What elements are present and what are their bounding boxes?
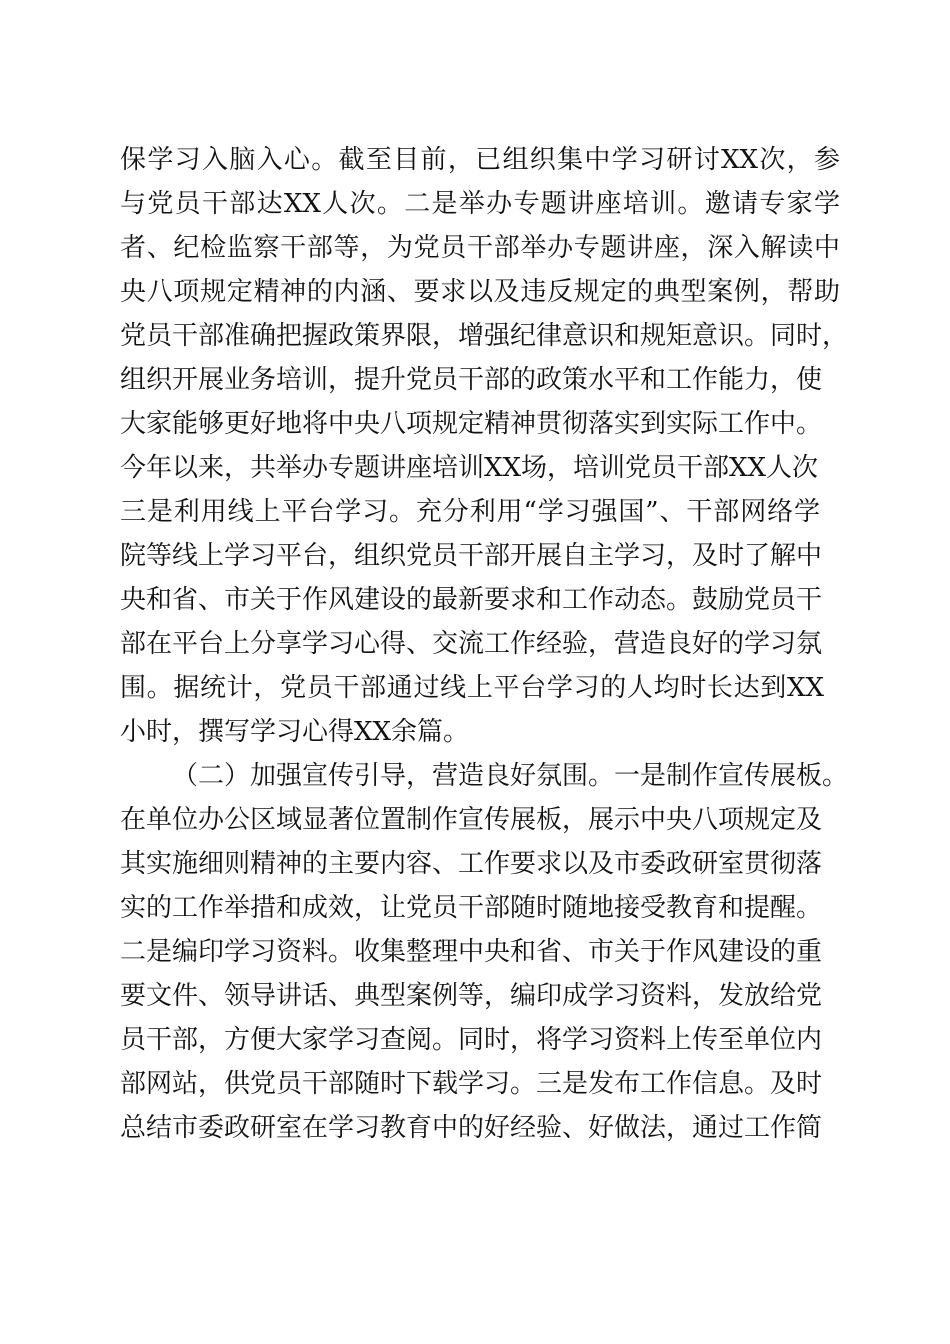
paragraph-1-line: 围。据统计，党员干部通过线上平台学习的人均时长达到XX (120, 673, 824, 703)
paragraph-2-line: 在单位办公区域显著位置制作宣传展板，展示中央八项规定及 (120, 805, 823, 835)
paragraph-1-line: 央和省、市关于作风建设的最新要求和工作动态。鼓励党员干 (120, 585, 823, 615)
paragraph-1-line: 小时，撰写学习心得XX余篇。 (120, 717, 470, 747)
paragraph-1-line: 保学习入脑入心。截至目前，已组织集中学习研讨XX次，参 (120, 145, 840, 175)
paragraph-1-line: 党员干部准确把握政策界限，增强纪律意识和规矩意识。同时， (120, 321, 849, 351)
paragraph-1-line: 院等线上学习平台，组织党员干部开展自主学习，及时了解中 (120, 541, 823, 571)
paragraph-1-line: 组织开展业务培训，提升党员干部的政策水平和工作能力，使 (120, 365, 823, 395)
paragraph-1-line: 央八项规定精神的内涵、要求以及违反规定的典型案例，帮助 (120, 277, 840, 307)
paragraph-2-line: 员干部，方便大家学习查阅。同时，将学习资料上传至单位内 (120, 1025, 823, 1055)
paragraph-2-line: 二是编印学习资料。收集整理中央和省、市关于作风建设的重 (120, 937, 823, 967)
paragraph-2-line: 实的工作举措和成效，让党员干部随时随地接受教育和提醒。 (120, 893, 823, 923)
paragraph-2-line: 部网站，供党员干部随时下载学习。三是发布工作信息。及时 (120, 1069, 823, 1099)
paragraph-2-line: 总结市委政研室在学习教育中的好经验、好做法，通过工作简 (120, 1113, 823, 1143)
paragraph-1-line: 者、纪检监察干部等，为党员干部举办专题讲座，深入解读中 (120, 233, 840, 263)
paragraph-2-line: 要文件、领导讲话、典型案例等，编印成学习资料，发放给党 (120, 981, 823, 1011)
paragraph-1-line: 部在平台上分享学习心得、交流工作经验，营造良好的学习氛 (120, 629, 823, 659)
paragraph-2-line: （二）加强宣传引导，营造良好氛围。一是制作宣传展板。 (172, 761, 849, 791)
paragraph-1-line: 与党员干部达XX人次。二是举办专题讲座培训。邀请专家学 (120, 189, 840, 219)
paragraph-1-line: 三是利用线上平台学习。充分利用“学习强国”、干部网络学 (120, 497, 820, 527)
paragraph-1-line: 大家能够更好地将中央八项规定精神贯彻落实到实际工作中。 (120, 409, 823, 439)
paragraph-2-line: 其实施细则精神的主要内容、工作要求以及市委政研室贯彻落 (120, 849, 823, 879)
paragraph-1-line: 今年以来，共举办专题讲座培训XX场，培训党员干部XX人次 (120, 453, 819, 483)
